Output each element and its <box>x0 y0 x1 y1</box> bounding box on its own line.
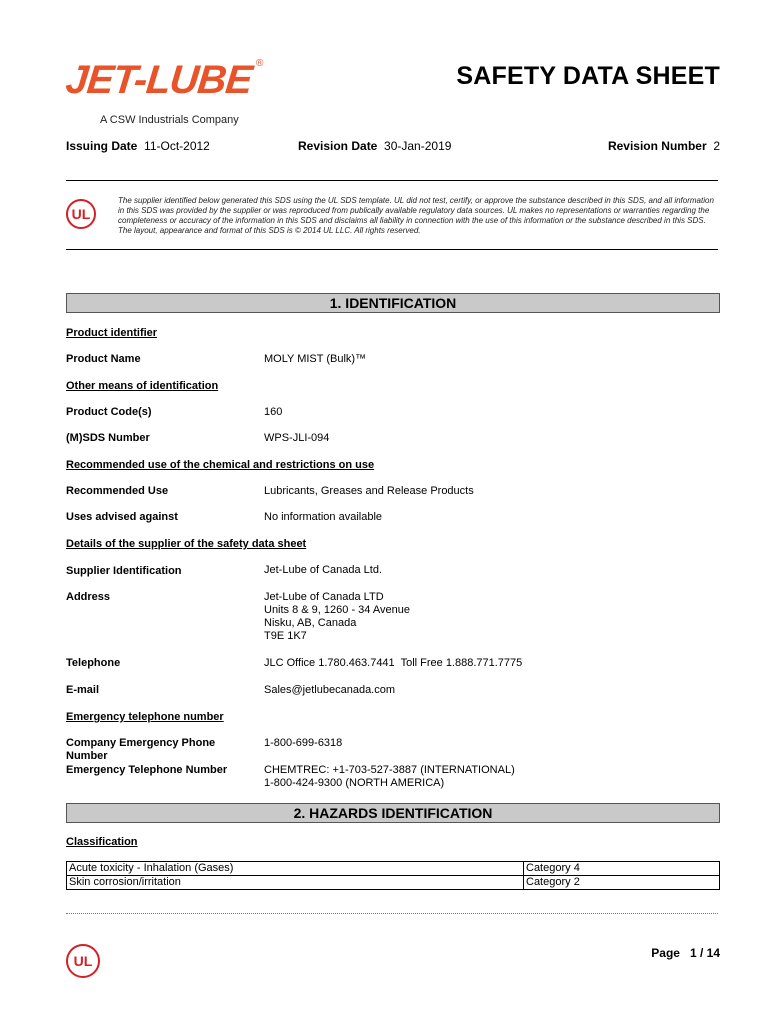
ul-logo-icon <box>66 199 96 229</box>
supplier-details-heading: Details of the supplier of the safety data sheet <box>66 538 307 550</box>
page-value: 1 / 14 <box>689 946 720 960</box>
page-label: Page <box>651 946 680 960</box>
address-block <box>264 591 410 643</box>
section-1-heading: 1. IDENTIFICATION <box>66 293 720 313</box>
header-divider <box>66 180 718 181</box>
company-emergency-phone-value: 1-800-699-6318 <box>264 737 343 749</box>
table-row <box>67 876 720 890</box>
address-line: T9E 1K7 <box>264 630 307 642</box>
issuing-date-label: Issuing Date <box>66 139 138 153</box>
address-line: Units 8 & 9, 1260 - 34 Avenue <box>264 604 410 616</box>
email-label: E-mail <box>66 684 100 696</box>
company-emergency-label-line: Company Emergency Phone <box>66 737 216 749</box>
product-code-value: 160 <box>264 406 283 418</box>
product-name-value: MOLY MIST (Bulk)™ <box>264 353 367 365</box>
classification-heading: Classification <box>66 836 138 848</box>
table-row <box>67 862 720 876</box>
issuing-date-value: 11-Oct-2012 <box>144 139 210 153</box>
emergency-phone-heading: Emergency telephone number <box>66 711 224 723</box>
ul-logo-text: UL <box>73 953 93 969</box>
supplier-identification-label: Supplier Identification <box>66 565 182 577</box>
logo-registered-mark: ® <box>256 58 264 69</box>
disclaimer-divider <box>66 249 718 250</box>
category-cell: Category 4 <box>524 862 720 876</box>
address-line: Nisku, AB, Canada <box>264 617 357 629</box>
product-identifier-heading: Product identifier <box>66 327 158 339</box>
recommended-use-label: Recommended Use <box>66 485 169 497</box>
revision-date-value: 30-Jan-2019 <box>384 139 452 153</box>
address-line: Jet-Lube of Canada LTD <box>264 591 384 603</box>
logo-wordmark: JET-LUBE <box>63 58 254 102</box>
msds-number-label: (M)SDS Number <box>66 432 150 444</box>
hazard-cell: Acute toxicity - Inhalation (Gases) <box>67 862 524 876</box>
document-title: SAFETY DATA SHEET <box>456 62 720 90</box>
msds-number-value: WPS-JLI-094 <box>264 432 330 444</box>
issuing-date <box>66 139 210 153</box>
emergency-telephone-line: 1-800-424-9300 (NORTH AMERICA) <box>264 777 445 789</box>
email-value[interactable]: Sales@jetlubecanada.com <box>264 684 396 696</box>
hazard-cell: Skin corrosion/irritation <box>67 876 524 890</box>
footer-ul-logo-icon <box>66 944 100 978</box>
product-code-label: Product Code(s) <box>66 406 152 418</box>
uses-advised-against-value: No information available <box>264 511 383 523</box>
revision-date-label: Revision Date <box>298 139 378 153</box>
emergency-telephone-value <box>264 764 515 790</box>
revision-number-value: 2 <box>713 139 720 153</box>
company-emergency-phone-label <box>66 737 246 763</box>
product-name-label: Product Name <box>66 353 141 365</box>
telephone-label: Telephone <box>66 657 121 669</box>
ul-logo-text: UL <box>71 206 91 222</box>
revision-number <box>608 139 720 153</box>
footer-divider <box>66 913 718 914</box>
recommended-use-value: Lubricants, Greases and Release Products <box>264 485 474 497</box>
section-2-heading: 2. HAZARDS IDENTIFICATION <box>66 803 720 823</box>
category-cell: Category 2 <box>524 876 720 890</box>
supplier-identification-value: Jet-Lube of Canada Ltd. <box>264 564 383 576</box>
classification-table <box>66 861 720 890</box>
logo-tagline: A CSW Industrials Company <box>100 114 239 126</box>
jet-lube-logo <box>63 54 266 134</box>
other-means-heading: Other means of identification <box>66 380 219 392</box>
ul-disclaimer: The supplier identified below generated this SDS using the UL SDS template. UL did not test, certify, or approve the substance described in this SDS, and all information in this SDS was provided by the supplier or was reproduced from publically available regulatory data sources. UL makes no representations or warranties regarding the completeness or accuracy of the information in this SDS and disclaims all liability in connection with the use of this information or the substance described in this SDS. The layout, appearance and format of this SDS is © 2014 UL LLC. All rights reserved. <box>118 196 714 235</box>
company-emergency-label-line: Number <box>66 750 108 762</box>
emergency-telephone-line: CHEMTREC: +1-703-527-3887 (INTERNATIONAL) <box>264 764 515 776</box>
recommended-use-heading: Recommended use of the chemical and restrictions on use <box>66 459 375 471</box>
revision-date <box>298 139 451 153</box>
uses-advised-against-label: Uses advised against <box>66 511 178 523</box>
address-label: Address <box>66 591 111 603</box>
page-number <box>651 946 720 960</box>
telephone-value: JLC Office 1.780.463.7441 Toll Free 1.888.771.7775 <box>264 657 523 669</box>
emergency-telephone-label: Emergency Telephone Number <box>66 764 228 776</box>
revision-number-label: Revision Number <box>607 139 707 153</box>
